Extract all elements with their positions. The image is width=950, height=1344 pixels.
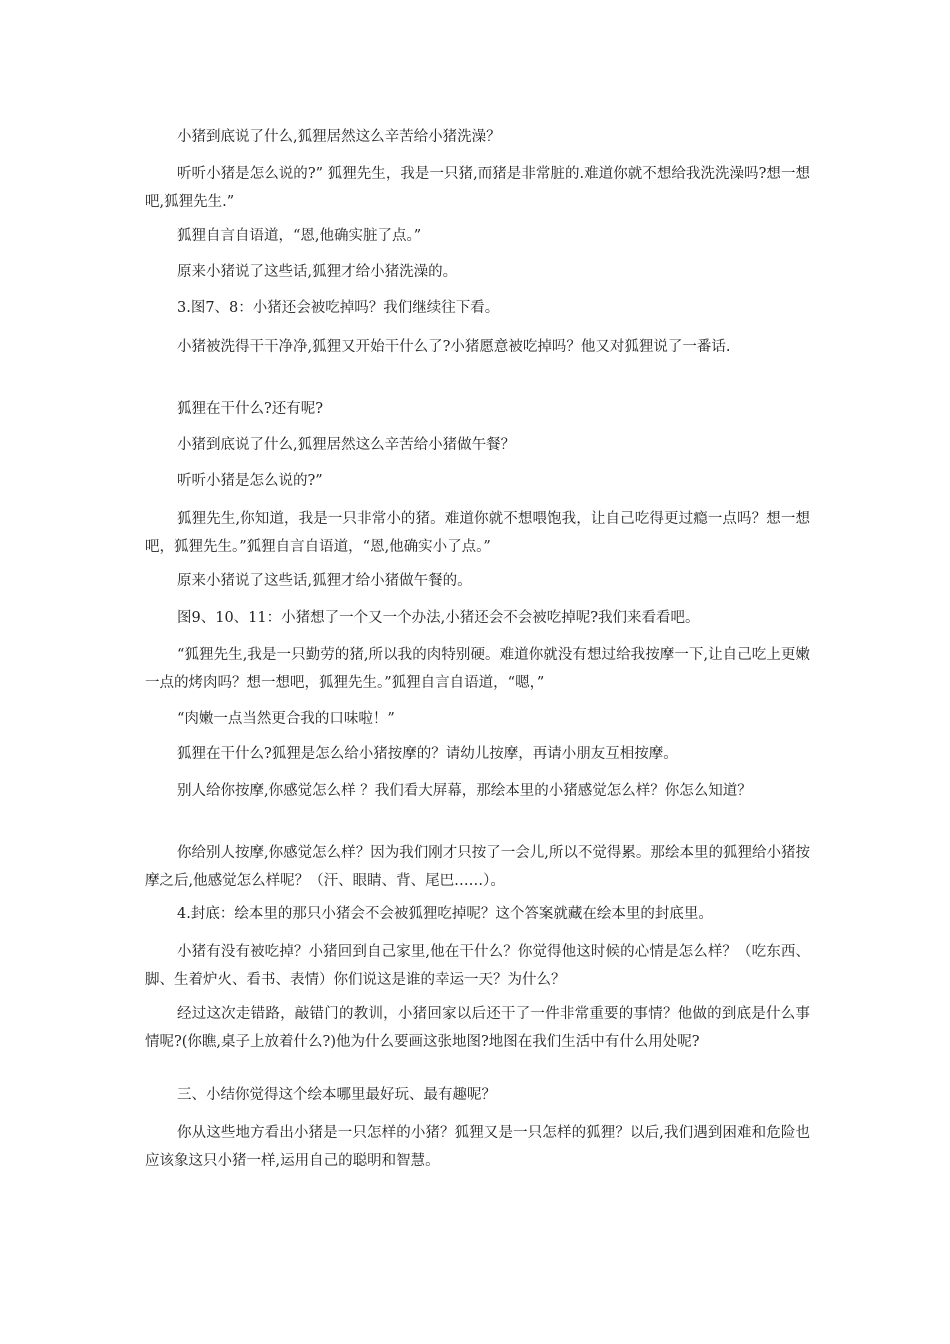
paragraph: 狐狸在干什么?还有呢? bbox=[177, 401, 324, 417]
paragraph: 原来小猪说了这些话,狐狸才给小猪洗澡的。 bbox=[177, 264, 458, 280]
paragraph: 小猪被洗得干干净净,狐狸又开始干什么了?小猪愿意被吃掉吗？他又对狐狸说了一番话. bbox=[177, 339, 731, 355]
paragraph: “狐狸先生,我是一只勤劳的猪,所以我的肉特别硬。难道你就没有想过给我按摩一下,让自己吃上更嫩一点的烤肉吗？想一想吧，狐狸先生。”狐狸自言自语道，“嗯，” bbox=[145, 647, 810, 691]
paragraph: 你从这些地方看出小猪是一只怎样的小猪？狐狸又是一只怎样的狐狸？以后,我们遇到困难和危险也应该象这只小猪一样,运用自己的聪明和智慧。 bbox=[145, 1125, 810, 1169]
paragraph: 图9、10、11：小猪想了一个又一个办法,小猪还会不会被吃掉呢?我们来看看吧。 bbox=[177, 610, 700, 626]
paragraph: 狐狸先生,你知道，我是一只非常小的猪。难道你就不想喂饱我，让自己吃得更过瘾一点吗？想一想吧，狐狸先生。”狐狸自言自语道，“恩,他确实小了点。” bbox=[145, 511, 810, 555]
paragraph: 小猪到底说了什么,狐狸居然这么辛苦给小猪做午餐？ bbox=[177, 437, 516, 453]
paragraph: 三、小结你觉得这个绘本哪里最好玩、最有趣呢？ bbox=[177, 1087, 496, 1103]
paragraph: 小猪有没有被吃掉？小猪回到自己家里,他在干什么？你觉得他这时候的心情是怎么样？（吃东西、脚、生着炉火、看书、表情）你们说这是谁的幸运一天？为什么？ bbox=[145, 944, 810, 988]
paragraph: 你给别人按摩,你感觉怎么样？因为我们刚才只按了一会儿,所以不觉得累。那绘本里的狐狸给小猪按摩之后,他感觉怎么样呢？（汗、眼睛、背、尾巴……）。 bbox=[145, 845, 810, 889]
paragraph: 小猪到底说了什么,狐狸居然这么辛苦给小猪洗澡？ bbox=[177, 129, 501, 145]
paragraph: “肉嫩一点当然更合我的口味啦！” bbox=[177, 711, 395, 727]
paragraph: 狐狸自言自语道，“恩,他确实脏了点。” bbox=[177, 228, 422, 244]
document-page bbox=[145, 0, 810, 1344]
paragraph: 4.封底：绘本里的那只小猪会不会被狐狸吃掉呢？这个答案就藏在绘本里的封底里。 bbox=[177, 906, 713, 922]
paragraph: 别人给你按摩,你感觉怎么样 ？我们看大屏幕，那绘本里的小猪感觉怎么样？你怎么知道？ bbox=[177, 783, 752, 799]
paragraph: 原来小猪说了这些话,狐狸才给小猪做午餐的。 bbox=[177, 573, 472, 589]
paragraph: 听听小猪是怎么说的?” bbox=[177, 473, 323, 489]
paragraph: 狐狸在干什么?狐狸是怎么给小猪按摩的？请幼儿按摩，再请小朋友互相按摩。 bbox=[177, 746, 678, 762]
paragraph: 3.图7、8：小猪还会被吃掉吗？我们继续往下看。 bbox=[177, 300, 500, 316]
paragraph: 经过这次走错路，敲错门的教训，小猪回家以后还干了一件非常重要的事情？他做的到底是什么事情呢?(你瞧,桌子上放着什么?)他为什么要画这张地图?地图在我们生活中有什么用处呢? bbox=[145, 1006, 810, 1050]
paragraph: 听听小猪是怎么说的?” 狐狸先生，我是一只猪,而猪是非常脏的.难道你就不想给我洗洗澡吗?想一想吧,狐狸先生.” bbox=[145, 166, 810, 210]
